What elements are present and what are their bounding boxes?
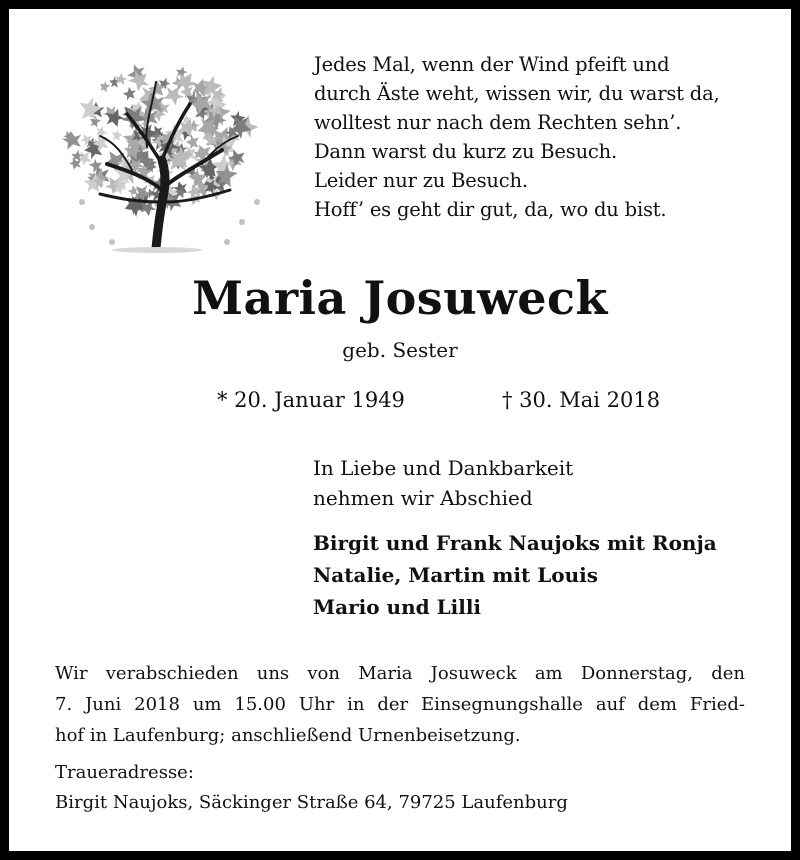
poem-line: Dann warst du kurz zu Besuch. [314,140,618,163]
falling-leaf [79,199,85,205]
farewell-text [313,453,573,513]
tree-icon [52,52,267,257]
poem-line: wolltest nur nach dem Rechten sehn’. [314,111,682,134]
falling-leaf [89,224,95,230]
mourners-list [313,527,717,623]
address-value: Birgit Naujoks, Säckinger Straße 64, 79725 Laufenburg [55,792,568,813]
leaf-shape [103,108,126,130]
falling-leaf [254,199,260,205]
announcement-line: hof in Laufenburg; anschließend Urnenbeisetzung. [55,725,521,746]
address-label: Traueradresse: [55,762,194,783]
poem-line: Jedes Mal, wenn der Wind pfeift und [314,53,670,76]
leaf-shape [121,85,139,103]
poem [314,50,720,224]
farewell-line: nehmen wir Abschied [313,486,533,510]
falling-leaf [109,239,115,245]
announcement-line: 7. Juni 2018 um 15.00 Uhr in der Einsegnungshalle auf dem Fried- [55,694,745,715]
falling-leaf [239,219,245,225]
poem-line: Hoff’ es geht dir gut, da, wo du bist. [314,198,667,221]
announcement-line: Wir verabschieden uns von Maria Josuweck am Donnerstag, den [55,663,745,684]
funeral-announcement [55,658,745,751]
leaf-shape [111,129,123,142]
mourner-line: Natalie, Martin mit Louis [313,563,599,587]
mourner-line: Birgit und Frank Naujoks mit Ronja [313,531,717,555]
poem-line: durch Äste weht, wissen wir, du warst da, [314,82,720,105]
farewell-line: In Liebe und Dankbarkeit [313,456,574,480]
mourner-line: Mario und Lilli [313,595,482,619]
maiden-name: geb. Sester [342,338,458,362]
poem-line: Leider nur zu Besuch. [314,169,528,192]
death-date: † 30. Mai 2018 [502,388,661,412]
leaf-shape [97,79,111,94]
mourning-address [55,758,568,818]
leaf-shape [114,72,128,85]
falling-leaf [224,239,230,245]
birth-date: * 20. Januar 1949 [217,388,405,412]
deceased-name: Maria Josuweck [192,271,608,325]
